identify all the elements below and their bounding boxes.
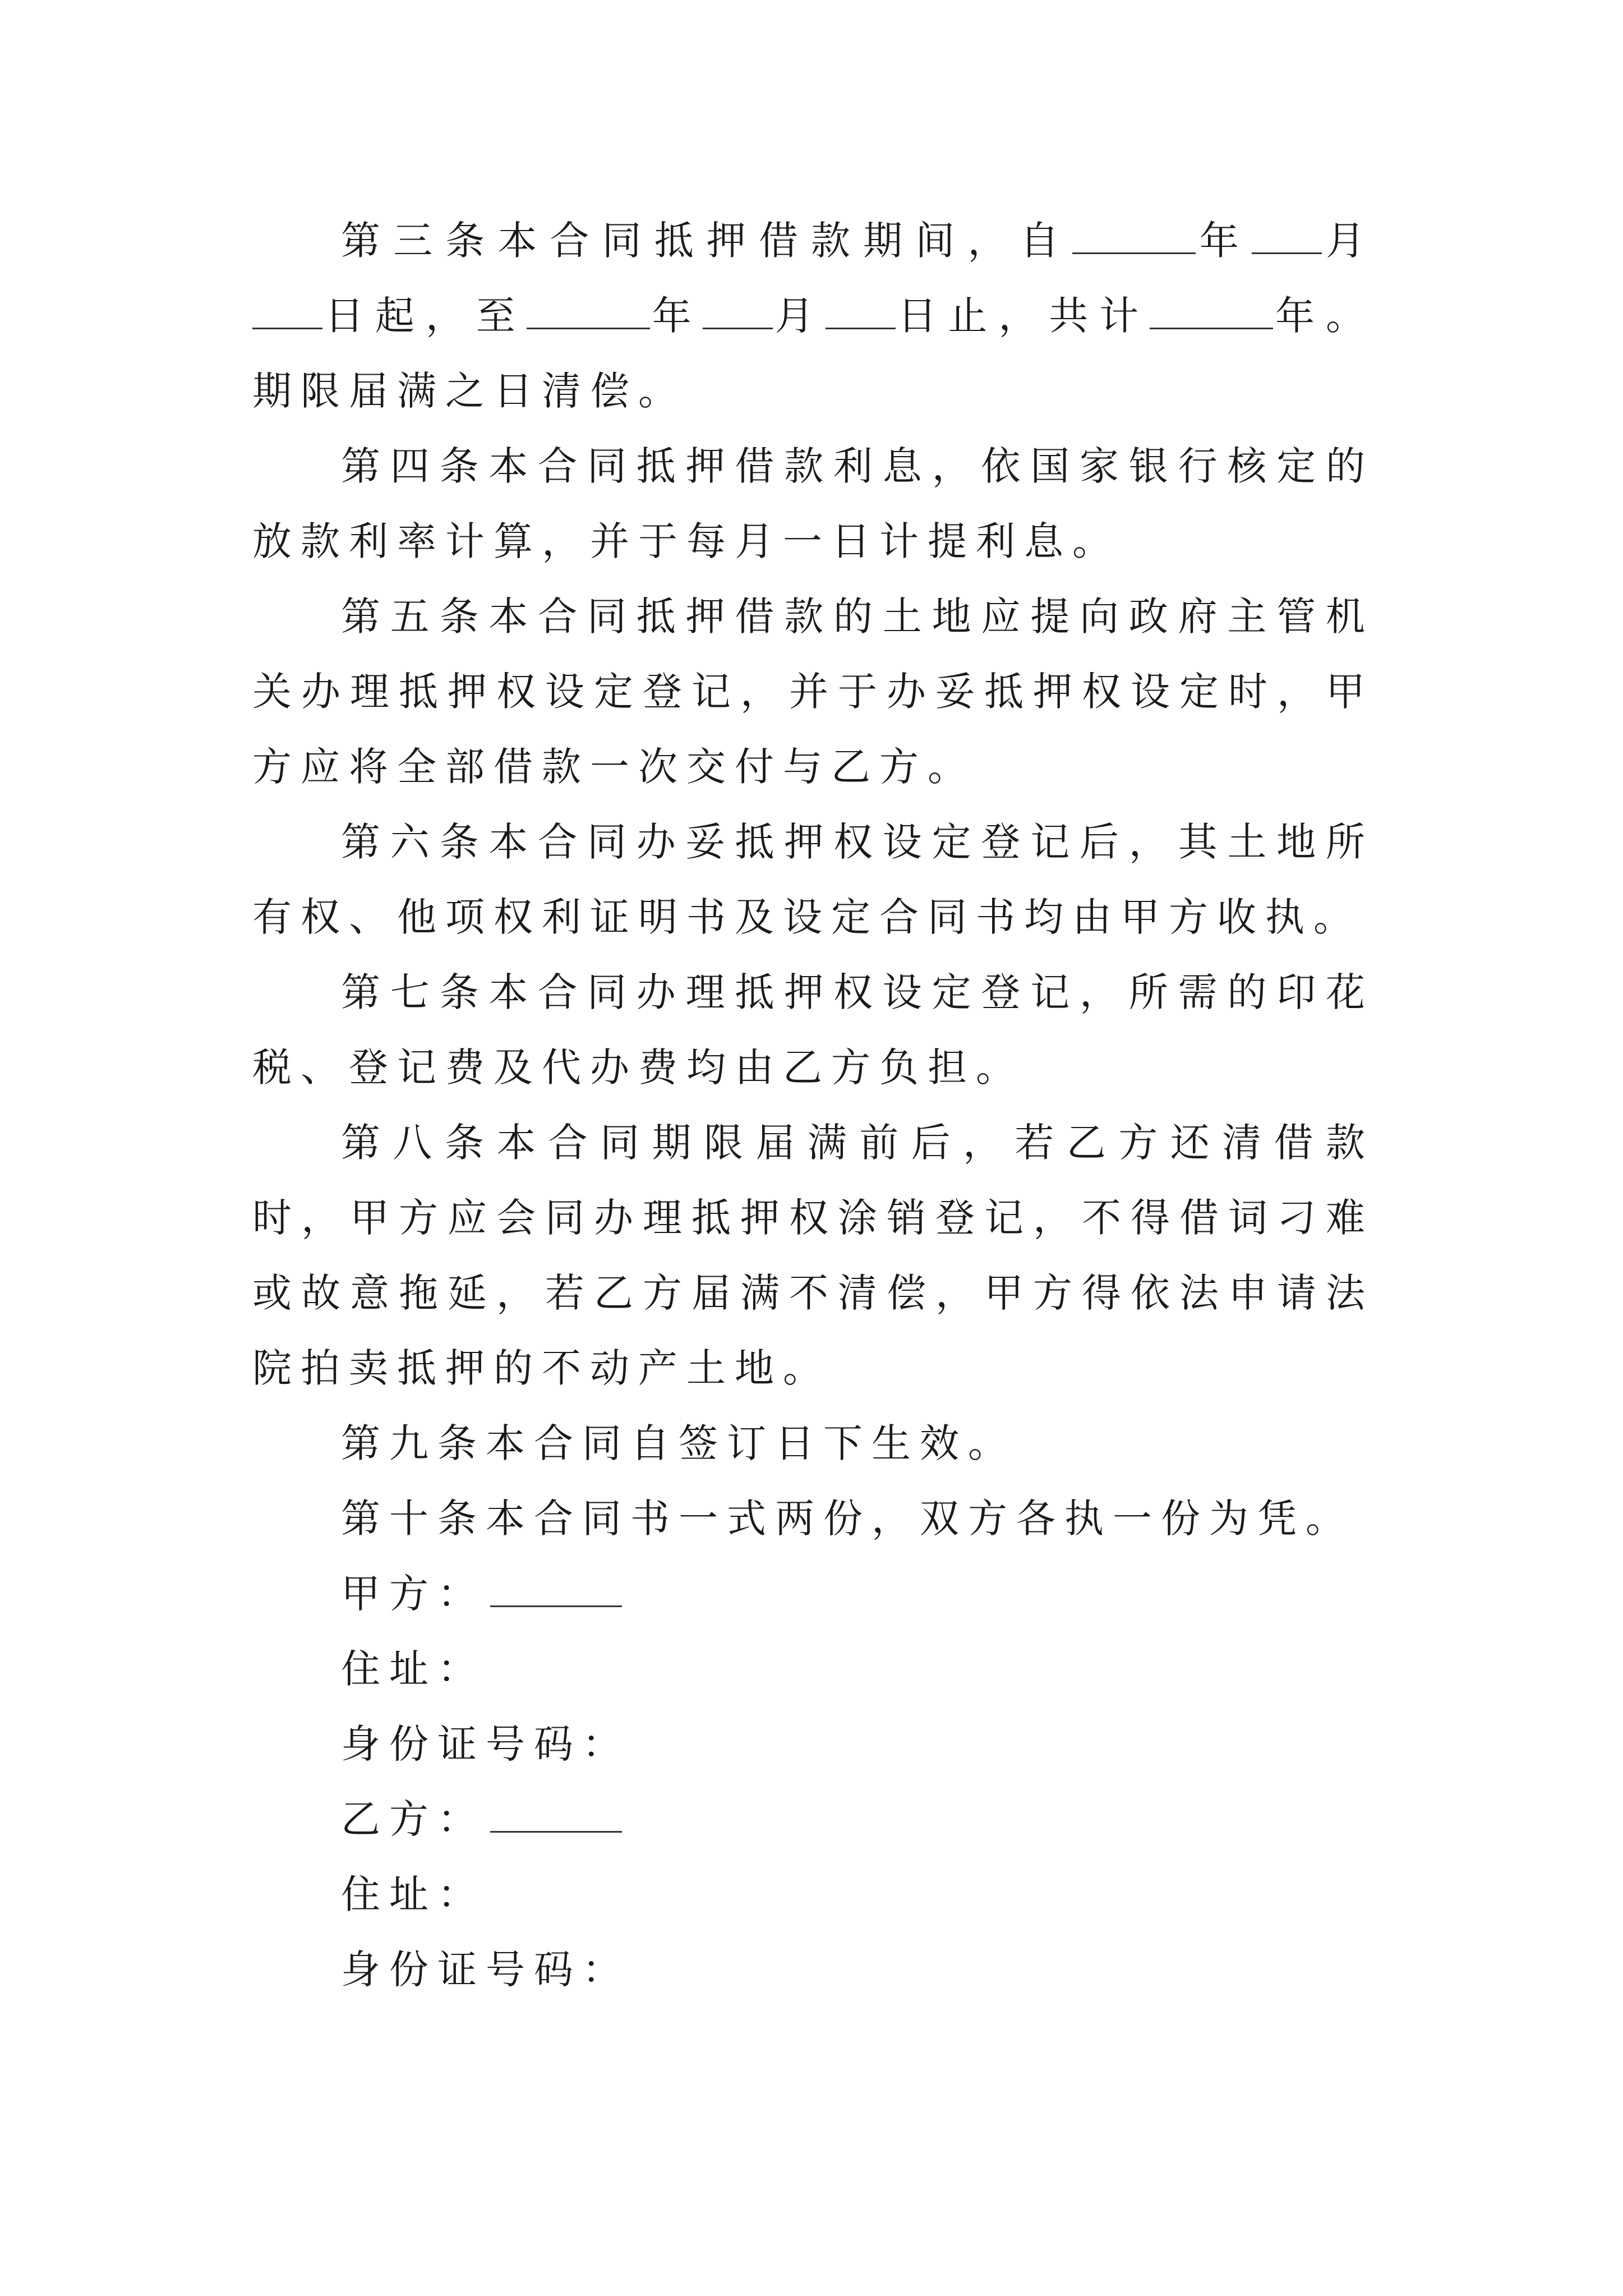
clause-10: 第十条本合同书一式两份，双方各执一份为凭。	[341, 1496, 1354, 1542]
clause-7: 第七条本合同办理抵押权设定登记，所需的印花税、登记费及代办费均由乙方负担。	[252, 969, 1374, 1091]
party-a-name-blank	[490, 1572, 622, 1607]
clause-3-text-mid: 日起，至	[322, 293, 527, 339]
party-b-label: 乙方：	[341, 1796, 486, 1842]
clause-3	[252, 203, 1374, 429]
clause-3-end-month-unit: 月	[772, 293, 826, 339]
total-years-blank	[1150, 294, 1273, 329]
clause-6: 第六条本合同办妥抵押权设定登记后，其土地所有权、他项权利证明书及设定合同书均由甲方收执。	[252, 819, 1374, 940]
party-b-name-blank	[490, 1797, 622, 1833]
party-b-id-label: 身份证号码：	[341, 1947, 630, 1993]
party-a-address-label: 住址：	[341, 1646, 486, 1692]
party-a-label: 甲方：	[341, 1571, 486, 1617]
party-b-line	[252, 1782, 1374, 1857]
party-b-address-line	[252, 1857, 1374, 1932]
party-a-id-line	[252, 1706, 1374, 1782]
party-a-address-line	[252, 1631, 1374, 1706]
start-month-blank	[1252, 219, 1322, 254]
clause-3-year-unit: 年	[1195, 218, 1252, 264]
party-b-address-label: 住址：	[341, 1871, 486, 1917]
start-day-blank	[252, 294, 322, 329]
clause-3-end-year-unit: 年	[649, 293, 703, 339]
clause-9: 第九条本合同自签订日下生效。	[341, 1420, 1016, 1466]
start-year-blank	[1072, 219, 1196, 254]
party-b-id-line	[252, 1932, 1374, 2007]
clause-3-text-total: 日止，共计	[895, 293, 1150, 339]
clause-8: 第八条本合同期限届满前后，若乙方还清借款时，甲方应会同办理抵押权涂销登记，不得借词刁难或故意拖延，若乙方届满不清偿，甲方得依法申请法院拍卖抵押的不动产土地。	[252, 1120, 1374, 1391]
clause-3-month-unit: 月	[1321, 218, 1375, 264]
party-a-id-label: 身份证号码：	[341, 1721, 630, 1767]
clause-4: 第四条本合同抵押借款利息，依国家银行核定的放款利率计算，并于每月一日计提利息。	[252, 443, 1374, 564]
end-year-blank	[527, 294, 650, 329]
party-a-line	[252, 1556, 1374, 1631]
clause-3-text-end: 年。期限届满之日清偿。	[252, 293, 1375, 414]
contract-body	[252, 203, 1374, 2007]
end-month-blank	[703, 294, 773, 329]
clause-3-text-start: 第三条本合同抵押借款期间，自	[341, 218, 1072, 264]
end-day-blank	[826, 294, 896, 329]
clause-5: 第五条本合同抵押借款的土地应提向政府主管机关办理抵押权设定登记，并于办妥抵押权设定时，甲方应将全部借款一次交付与乙方。	[252, 593, 1374, 790]
